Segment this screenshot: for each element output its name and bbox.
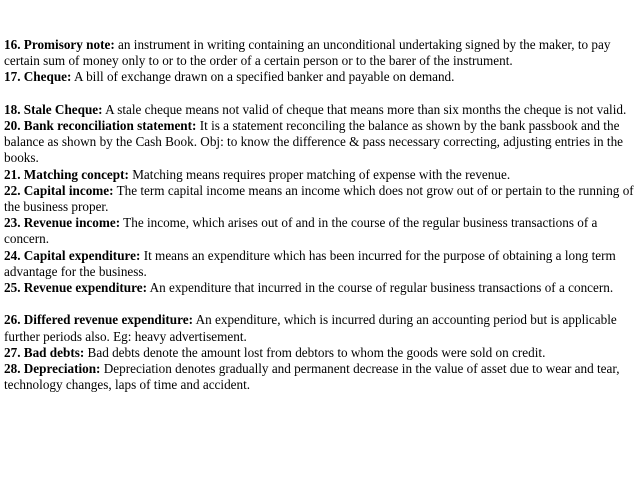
- definition-20: [4, 118, 634, 167]
- definition-24: [4, 248, 634, 280]
- definition-term: 20. Bank reconciliation statement:: [4, 118, 197, 133]
- definition-text: The income, which arises out of and in the course of the regular business transactions of a concern.: [4, 215, 598, 247]
- definition-term: 25. Revenue expenditure:: [4, 280, 147, 296]
- definition-25: [4, 280, 634, 296]
- definition-27: [4, 345, 634, 361]
- definition-26: [4, 312, 634, 344]
- definition-term: 17. Cheque:: [4, 69, 72, 85]
- definitions-page: [4, 37, 634, 393]
- definition-17: [4, 69, 634, 85]
- definition-text: A bill of exchange drawn on a specified banker and payable on demand.: [73, 69, 455, 85]
- definition-term: 18. Stale Cheque:: [4, 101, 103, 117]
- definition-28: [4, 361, 634, 393]
- definition-text: Depreciation denotes gradually and permanent decrease in the value of asset due to wear and tear, technology changes, laps of time and accident.: [4, 361, 620, 393]
- definition-22: [4, 183, 634, 215]
- definition-16: [4, 37, 634, 69]
- definition-term: 28. Depreciation:: [4, 361, 101, 377]
- definition-text: The term capital income means an income which does not grow out of or pertain to the running of the business proper.: [4, 182, 634, 215]
- definition-text: an instrument in writing containing an unconditional undertaking signed by the maker, to pay certain sum of money only to or to the order of a certain person or to the barer of the instrument.: [4, 37, 611, 69]
- definition-term: 22. Capital income:: [4, 182, 114, 198]
- definition-term: 16. Promisory note:: [4, 37, 115, 52]
- definition-term: 23. Revenue income:: [4, 215, 121, 231]
- definition-text: Matching means requires proper matching of expense with the revenue.: [132, 166, 511, 182]
- definition-term: 26. Differed revenue expenditure:: [4, 312, 193, 328]
- definition-text: An expenditure, which is incurred during an accounting period but is applicable further periods also. Eg: heavy advertisement.: [4, 312, 617, 344]
- definition-21: [4, 167, 634, 183]
- definition-text: Bad debts denote the amount lost from debtors to whom the goods were sold on credit.: [87, 344, 546, 360]
- definition-term: 21. Matching concept:: [4, 166, 129, 182]
- definition-text: A stale cheque means not valid of cheque that means more than six months the cheque is not valid.: [105, 101, 627, 117]
- definition-term: 27. Bad debts:: [4, 344, 85, 360]
- definition-23: [4, 215, 634, 247]
- definition-text: It means an expenditure which has been incurred for the purpose of obtaining a long term advantage for the business.: [4, 247, 616, 279]
- definition-18: [4, 102, 634, 118]
- definition-text: An expenditure that incurred in the course of regular business transactions of a concern.: [149, 280, 614, 296]
- definition-text: It is a statement reconciling the balance as shown by the bank passbook and the balance as shown by the Cash Book. Obj: to know the difference & pass necessary correcting, adjusting entries in the books.: [4, 118, 624, 166]
- definition-term: 24. Capital expenditure:: [4, 247, 141, 263]
